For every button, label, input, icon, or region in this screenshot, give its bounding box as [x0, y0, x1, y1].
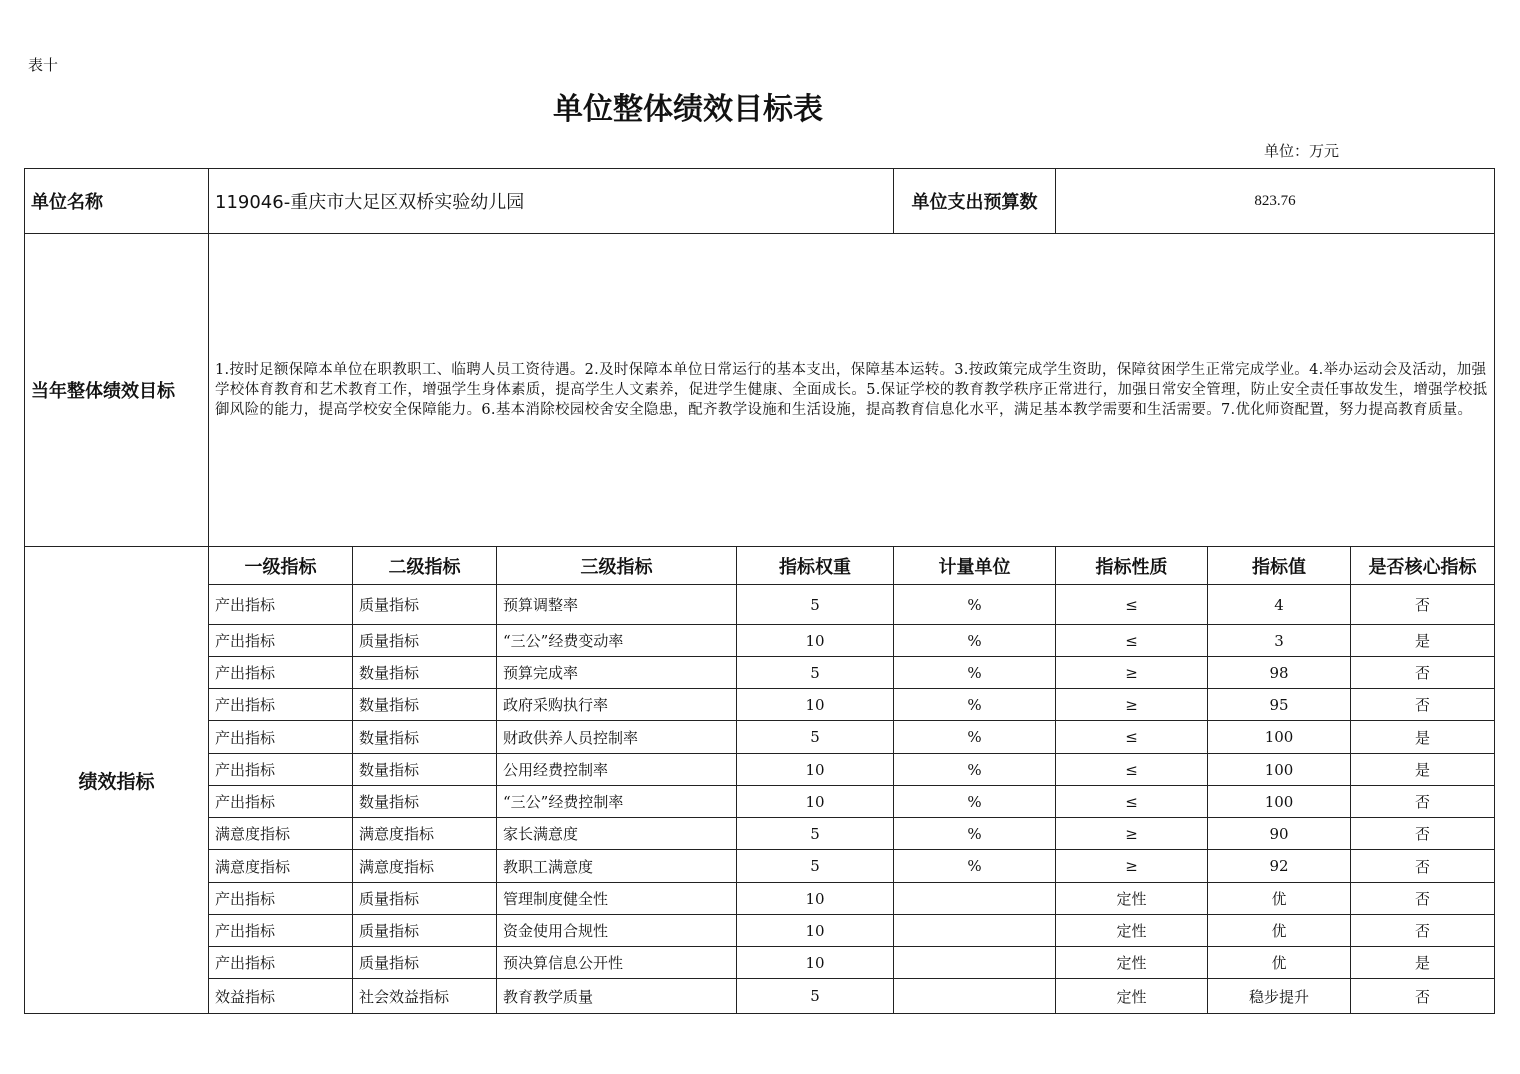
level2-cell: 数量指标 [353, 657, 497, 689]
level1-cell: 满意度指标 [209, 818, 353, 850]
level2-cell: 质量指标 [353, 585, 497, 625]
nature-cell: ≤ [1056, 786, 1208, 818]
core-cell: 否 [1351, 915, 1495, 947]
header-weight: 指标权重 [737, 547, 894, 585]
value-cell: 95 [1208, 689, 1351, 721]
weight-cell: 5 [737, 850, 894, 883]
level2-cell: 数量指标 [353, 721, 497, 754]
weight-cell: 5 [737, 818, 894, 850]
weight-cell: 10 [737, 689, 894, 721]
value-cell: 3 [1208, 625, 1351, 657]
weight-cell: 10 [737, 915, 894, 947]
unit-name-label: 单位名称 [25, 169, 209, 234]
unit-cell: % [894, 721, 1056, 754]
weight-cell: 5 [737, 585, 894, 625]
level2-cell: 质量指标 [353, 625, 497, 657]
level3-cell: 教职工满意度 [497, 850, 737, 883]
nature-cell: 定性 [1056, 883, 1208, 915]
weight-cell: 10 [737, 754, 894, 786]
nature-cell: 定性 [1056, 915, 1208, 947]
unit-cell [894, 979, 1056, 1014]
core-cell: 否 [1351, 786, 1495, 818]
indicator-row [25, 689, 1495, 721]
level2-cell: 数量指标 [353, 689, 497, 721]
unit-cell: % [894, 786, 1056, 818]
level1-cell: 产出指标 [209, 915, 353, 947]
budget-label: 单位支出预算数 [894, 169, 1056, 234]
goal-row [25, 234, 1495, 547]
unit-cell [894, 915, 1056, 947]
weight-cell: 5 [737, 979, 894, 1014]
level2-cell: 满意度指标 [353, 818, 497, 850]
core-cell: 否 [1351, 883, 1495, 915]
nature-cell: ≤ [1056, 754, 1208, 786]
core-cell: 否 [1351, 979, 1495, 1014]
page-title: 单位整体绩效目标表 [553, 92, 823, 127]
weight-cell: 10 [737, 947, 894, 979]
nature-cell: ≥ [1056, 850, 1208, 883]
level2-cell: 社会效益指标 [353, 979, 497, 1014]
indicators-label: 绩效指标 [25, 547, 209, 1014]
core-cell: 否 [1351, 585, 1495, 625]
value-cell: 98 [1208, 657, 1351, 689]
nature-cell: ≤ [1056, 585, 1208, 625]
core-cell: 否 [1351, 689, 1495, 721]
indicator-row [25, 979, 1495, 1014]
performance-target-table [24, 168, 1495, 1014]
level3-cell: 财政供养人员控制率 [497, 721, 737, 754]
nature-cell: ≥ [1056, 657, 1208, 689]
level3-cell: 教育教学质量 [497, 979, 737, 1014]
unit-cell: % [894, 689, 1056, 721]
level1-cell: 产出指标 [209, 657, 353, 689]
value-cell: 优 [1208, 883, 1351, 915]
value-cell: 90 [1208, 818, 1351, 850]
level2-cell: 质量指标 [353, 915, 497, 947]
header-nature: 指标性质 [1056, 547, 1208, 585]
indicator-row [25, 625, 1495, 657]
nature-cell: 定性 [1056, 947, 1208, 979]
unit-cell: % [894, 818, 1056, 850]
level1-cell: 产出指标 [209, 754, 353, 786]
indicator-row [25, 585, 1495, 625]
header-value: 指标值 [1208, 547, 1351, 585]
nature-cell: ≥ [1056, 818, 1208, 850]
weight-cell: 10 [737, 625, 894, 657]
unit-cell [894, 883, 1056, 915]
level1-cell: 产出指标 [209, 625, 353, 657]
level2-cell: 质量指标 [353, 883, 497, 915]
value-cell: 4 [1208, 585, 1351, 625]
unit-info-row [25, 169, 1495, 234]
header-level3: 三级指标 [497, 547, 737, 585]
level2-cell: 质量指标 [353, 947, 497, 979]
level1-cell: 产出指标 [209, 689, 353, 721]
unit-note: 单位：万元 [1264, 142, 1340, 160]
goal-text: 1.按时足额保障本单位在职教职工、临聘人员工资待遇。2.及时保障本单位日常运行的基本支出，保障基本运转。3.按政策完成学生资助，保障贫困学生正常完成学业。4.举办运动会及活动，加强学校体育教育和艺术教育工作，增强学生身体素质，提高学生人文素养，促进学生健康、全面成长。5.保证学校的教育教学秩序正常进行，加强日常安全管理，防止安全责任事故发生，增强学校抵御风险的能力，提高学校安全保障能力。6.基本消除校园校舍安全隐患，配齐教学设施和生活设施，提高教育信息化水平，满足基本教学需要和生活需要。7.优化师资配置，努力提高教育质量。 [209, 234, 1495, 547]
core-cell: 是 [1351, 754, 1495, 786]
weight-cell: 10 [737, 786, 894, 818]
level3-cell: 资金使用合规性 [497, 915, 737, 947]
level1-cell: 产出指标 [209, 883, 353, 915]
level3-cell: 公用经费控制率 [497, 754, 737, 786]
level1-cell: 产出指标 [209, 585, 353, 625]
nature-cell: ≤ [1056, 625, 1208, 657]
core-cell: 否 [1351, 818, 1495, 850]
level3-cell: 预决算信息公开性 [497, 947, 737, 979]
goal-label: 当年整体绩效目标 [25, 234, 209, 547]
level1-cell: 效益指标 [209, 979, 353, 1014]
unit-cell: % [894, 625, 1056, 657]
level3-cell: 家长满意度 [497, 818, 737, 850]
value-cell: 100 [1208, 721, 1351, 754]
level3-cell: 管理制度健全性 [497, 883, 737, 915]
value-cell: 优 [1208, 915, 1351, 947]
core-cell: 否 [1351, 850, 1495, 883]
indicator-row [25, 786, 1495, 818]
unit-cell [894, 947, 1056, 979]
value-cell: 92 [1208, 850, 1351, 883]
indicator-row [25, 721, 1495, 754]
unit-cell: % [894, 585, 1056, 625]
indicator-row [25, 915, 1495, 947]
header-level2: 二级指标 [353, 547, 497, 585]
header-level1: 一级指标 [209, 547, 353, 585]
indicator-row [25, 818, 1495, 850]
level1-cell: 产出指标 [209, 786, 353, 818]
level2-cell: 满意度指标 [353, 850, 497, 883]
core-cell: 是 [1351, 947, 1495, 979]
level3-cell: “三公”经费变动率 [497, 625, 737, 657]
table-caption: 表十 [28, 56, 59, 74]
nature-cell: 定性 [1056, 979, 1208, 1014]
core-cell: 是 [1351, 625, 1495, 657]
core-cell: 否 [1351, 657, 1495, 689]
level1-cell: 产出指标 [209, 721, 353, 754]
unit-cell: % [894, 657, 1056, 689]
value-cell: 优 [1208, 947, 1351, 979]
indicator-row [25, 850, 1495, 883]
level3-cell: 政府采购执行率 [497, 689, 737, 721]
indicator-header-row [25, 547, 1495, 585]
level1-cell: 满意度指标 [209, 850, 353, 883]
value-cell: 100 [1208, 786, 1351, 818]
unit-cell: % [894, 850, 1056, 883]
core-cell: 是 [1351, 721, 1495, 754]
level3-cell: 预算调整率 [497, 585, 737, 625]
indicator-row [25, 947, 1495, 979]
level1-cell: 产出指标 [209, 947, 353, 979]
unit-name-value: 119046-重庆市大足区双桥实验幼儿园 [209, 169, 894, 234]
nature-cell: ≥ [1056, 689, 1208, 721]
unit-cell: % [894, 754, 1056, 786]
level2-cell: 数量指标 [353, 754, 497, 786]
indicator-row [25, 657, 1495, 689]
header-unit: 计量单位 [894, 547, 1056, 585]
value-cell: 100 [1208, 754, 1351, 786]
level2-cell: 数量指标 [353, 786, 497, 818]
level3-cell: 预算完成率 [497, 657, 737, 689]
nature-cell: ≤ [1056, 721, 1208, 754]
weight-cell: 5 [737, 657, 894, 689]
value-cell: 稳步提升 [1208, 979, 1351, 1014]
indicator-row [25, 754, 1495, 786]
weight-cell: 5 [737, 721, 894, 754]
indicator-row [25, 883, 1495, 915]
weight-cell: 10 [737, 883, 894, 915]
level3-cell: “三公”经费控制率 [497, 786, 737, 818]
budget-value: 823.76 [1056, 169, 1495, 234]
header-core: 是否核心指标 [1351, 547, 1495, 585]
